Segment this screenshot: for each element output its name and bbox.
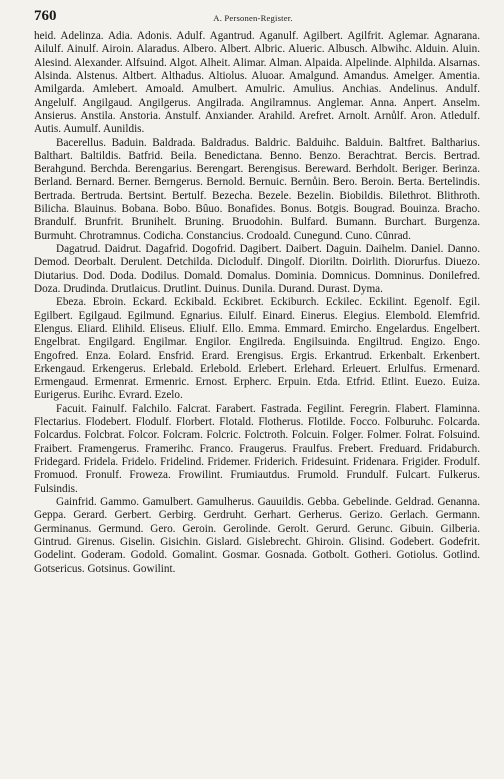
register-entry-a: heid. Adelinza. Adia. Adonis. Adulf. Agantrud. Aganulf. Agilbert. Agilfrit. Aglemar. Agnarana. Ailulf. Ainulf. Airoin. Alaradus. Albero. Albert. Albric. Alueric. Albusch. Albwihc. Alduin. Aluin. Alesind. Alexander. Alfsuind. Algot. Alheit. Alimar. Alman. Alpaida. Alpelinde. Alphilda. Alsarnas. Alsinda. Alstenus. Altbert. Althadus. Altiolus. Aluoar. Amalgund. Amandus. Amelger. Amentia. Amilgarda. Amlebert. Amoald. Amulbert. Amulric. Amulius. Anchias. Andelinus. Andulf. Angelulf. Angilgaud. Angilgerus. Angilrada. Angilramnus. Anglemar. Anna. Anpert. Anselm. Ansierus. Anstila. Anstoria. Anstulf. Anxiander. Arahild. Arefret. Arnolt. Arnůlf. Aron. Atledulf. Autis. Aumulf. Aunildis. bbox=[34, 30, 480, 136]
page-number: 760 bbox=[34, 8, 57, 24]
name-register-text bbox=[34, 30, 480, 576]
register-entry-d: Dagatrud. Daidrut. Dagafrid. Dogofrid. Dagibert. Daibert. Daguin. Daihelm. Daniel. Danno. Demod. Deorbalt. Derulent. Detchilda. Diclodulf. Dingolf. Dioriltn. Doirlith. Diorurfus. Diuezo. Diutarius. Dod. Doda. Dodilus. Domald. Domalus. Dominia. Domnicus. Domninus. Donilefred. Doza. Drudinda. Drutlaicus. Drutlint. Duinus. Dunila. Durand. Durast. Dyma. bbox=[34, 243, 480, 295]
running-title: A. Personen-Register. bbox=[213, 13, 293, 23]
register-entry-g: Gainfrid. Gammo. Gamulbert. Gamulherus. Gauuildis. Gebba. Gebelinde. Geldrad. Genanna. Geppa. Gerard. Gerbert. Gerbirg. Gerdruht. Gerhart. Gerherus. Gerizo. Gerlach. Germann. Germinanus. Germund. Gero. Geroin. Gerolinde. Gerolt. Gerurd. Gerunc. Gibuin. Gilberia. Gintrud. Girenus. Giselin. Gisichin. Gislard. Gislebrecht. Ghiroin. Glisind. Godebert. Godefrit. Godelint. Goderam. Godold. Gomalint. Gosmar. Gosnada. Gotbolt. Gotheri. Gotiolus. Gotlind. Gotsericus. Gotsinus. Gowilint. bbox=[34, 495, 480, 575]
page-header bbox=[26, 4, 480, 30]
register-entry-e: Ebeza. Ebroin. Eckard. Eckibald. Eckibret. Eckiburch. Eckilec. Eckilint. Egenolf. Egil. Egilbert. Egilgaud. Egilmund. Egnarius. Eilulf. Einard. Einerus. Elegius. Elembold. Elemfrid. Elengus. Eliard. Elihild. Eliseus. Eliulf. Ello. Emma. Emmard. Emircho. Engelardus. Engelbert. Engelbrat. Engilgard. Engilmar. Engilor. Engilreda. Engilsuinda. Engiltrud. Engizo. Engo. Engofred. Enza. Eolard. Ensfrid. Erard. Erengisus. Ergis. Erkantrud. Erkenbalt. Erkenbert. Erkengaud. Erkengerus. Erlebald. Erlebold. Erlebert. Erlehard. Erleuert. Erlulfus. Ermenard. Ermengaud. Ermenrat. Ermenric. Ernost. Erpherc. Erpuin. Etda. Etfrid. Etlint. Euezo. Euiza. Eurigerus. Eurihc. Evrard. Ezelo. bbox=[34, 296, 480, 402]
register-entry-b: Bacerellus. Baduin. Baldrada. Baldradus. Baldric. Balduihc. Balduin. Baltfret. Baltharius. Balthart. Baltildis. Batfrid. Beila. Benedictana. Benno. Benzo. Berachtrat. Bercis. Bertrad. Berahgund. Berchda. Berengarius. Berengart. Berengisus. Bereward. Berhdolt. Beriger. Berinza. Berland. Bernard. Berner. Berngerus. Bernold. Bernuic. Bernůin. Bero. Beroin. Berta. Bertelindis. Bertrada. Bertruda. Bertsint. Bertulf. Bezecha. Bezele. Bezelin. Biobildis. Bilethrot. Blithroth. Bilicha. Blauinus. Bobana. Bobo. Bûuo. Bonafides. Bonus. Botgis. Bougrad. Bouinza. Bracho. Brandulf. Brunfrit. Brunihelt. Bruning. Bruodohin. Bulfard. Bumann. Burchart. Burgenza. Burmuht. Chrotramnus. Codicha. Constancius. Crodoald. Cunegund. Cuno. Cûnrad. bbox=[34, 136, 480, 242]
register-entry-f: Facuit. Fainulf. Falchilo. Falcrat. Farabert. Fastrada. Fegilint. Feregrin. Flabert. Flaminna. Flectarius. Flodebert. Flodulf. Florbert. Flotald. Flotherus. Flotilde. Focco. Folburuhc. Folcarda. Folcardus. Folcbrat. Folcor. Folcram. Folcric. Folctroth. Folcuin. Folger. Folmer. Folrat. Folsuind. Fraibert. Framengerus. Framerihc. Franco. Fraugerus. Fraulfus. Frebert. Freduard. Fridaburch. Fridegard. Fridela. Fridelo. Fridelind. Fridemer. Friderich. Fridesuint. Fridenara. Frigider. Frodulf. Fromuod. Fronulf. Froweza. Frowilint. Frumiautdus. Frumold. Frundulf. Fulcart. Fulkerus. Fulsindis. bbox=[34, 402, 480, 495]
